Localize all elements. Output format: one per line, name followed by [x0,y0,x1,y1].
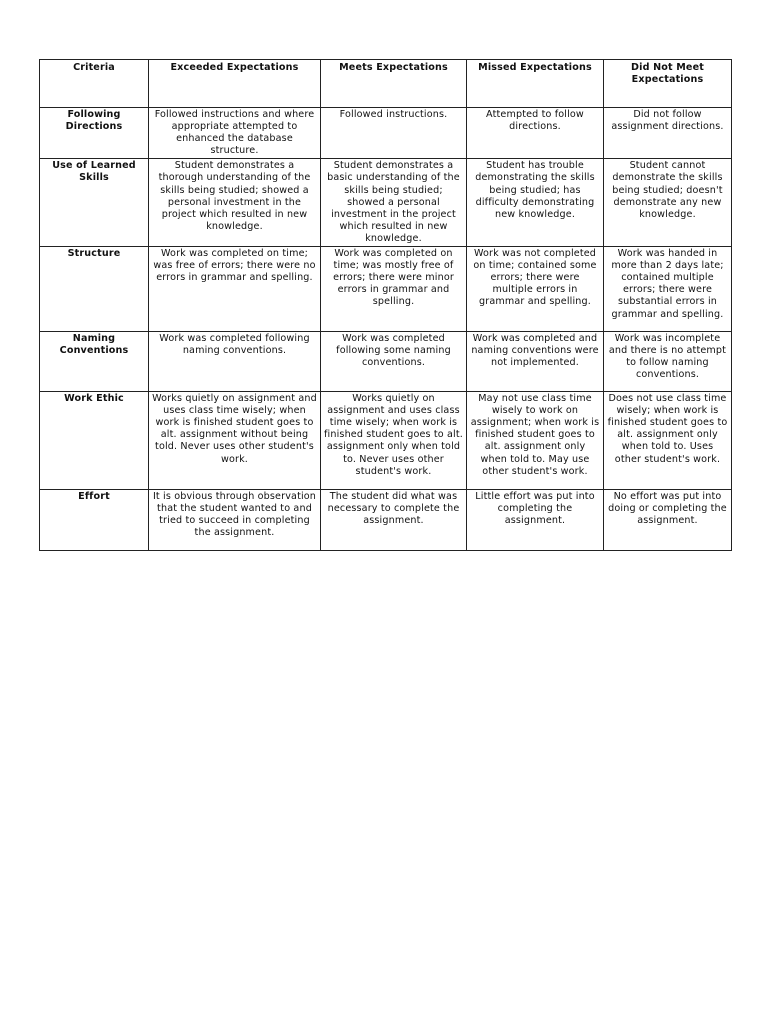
did-not-meet-cell: Does not use class time wisely; when work is finished student goes to alt. assignment only when told to. Uses other student's work. [604,392,732,490]
missed-cell: May not use class time wisely to work on assignment; when work is finished student goes to alt. assignment only when told to. May use other student's work. [467,392,604,490]
table-row [40,490,732,551]
exceeded-cell: Work was completed following naming conventions. [149,332,321,392]
meets-cell: Followed instructions. [321,108,467,159]
exceeded-cell: Followed instructions and where appropriate attempted to enhanced the database structure. [149,108,321,159]
missed-cell: Little effort was put into completing the assignment. [467,490,604,551]
meets-cell: Work was completed on time; was mostly free of errors; there were minor errors in grammar and spelling. [321,247,467,332]
did-not-meet-cell: Work was handed in more than 2 days late; contained multiple errors; there were substantial errors in grammar and spelling. [604,247,732,332]
header-missed-expectations: Missed Expectations [467,60,604,108]
header-meets-expectations: Meets Expectations [321,60,467,108]
meets-cell: Student demonstrates a basic understanding of the skills being studied; showed a personal investment in the project which resulted in new knowledge. [321,159,467,247]
criteria-cell: Work Ethic [40,392,149,490]
header-criteria: Criteria [40,60,149,108]
criteria-cell: Use of Learned Skills [40,159,149,247]
criteria-cell: Structure [40,247,149,332]
table-row [40,332,732,392]
missed-cell: Attempted to follow directions. [467,108,604,159]
did-not-meet-cell: Student cannot demonstrate the skills being studied; doesn't demonstrate any new knowledge. [604,159,732,247]
meets-cell: Works quietly on assignment and uses class time wisely; when work is finished student goes to alt. assignment only when told to. Never uses other student's work. [321,392,467,490]
exceeded-cell: Work was completed on time; was free of errors; there were no errors in grammar and spelling. [149,247,321,332]
table-header-row [40,60,732,108]
meets-cell: The student did what was necessary to complete the assignment. [321,490,467,551]
did-not-meet-cell: Work was incomplete and there is no attempt to follow naming conventions. [604,332,732,392]
header-exceeded-expectations: Exceeded Expectations [149,60,321,108]
missed-cell: Work was not completed on time; contained some errors; there were multiple errors in grammar and spelling. [467,247,604,332]
table-row [40,108,732,159]
exceeded-cell: It is obvious through observation that the student wanted to and tried to succeed in completing the assignment. [149,490,321,551]
missed-cell: Student has trouble demonstrating the skills being studied; has difficulty demonstrating new knowledge. [467,159,604,247]
exceeded-cell: Works quietly on assignment and uses class time wisely; when work is finished student goes to alt. assignment without being told. Never uses other student's work. [149,392,321,490]
table-row [40,392,732,490]
criteria-cell: Naming Conventions [40,332,149,392]
did-not-meet-cell: No effort was put into doing or completing the assignment. [604,490,732,551]
criteria-cell: Following Directions [40,108,149,159]
rubric-table [39,59,732,551]
meets-cell: Work was completed following some naming conventions. [321,332,467,392]
missed-cell: Work was completed and naming conventions were not implemented. [467,332,604,392]
criteria-cell: Effort [40,490,149,551]
header-did-not-meet-expectations: Did Not Meet Expectations [604,60,732,108]
table-row [40,159,732,247]
table-row [40,247,732,332]
exceeded-cell: Student demonstrates a thorough understanding of the skills being studied; showed a personal investment in the project which resulted in new knowledge. [149,159,321,247]
did-not-meet-cell: Did not follow assignment directions. [604,108,732,159]
